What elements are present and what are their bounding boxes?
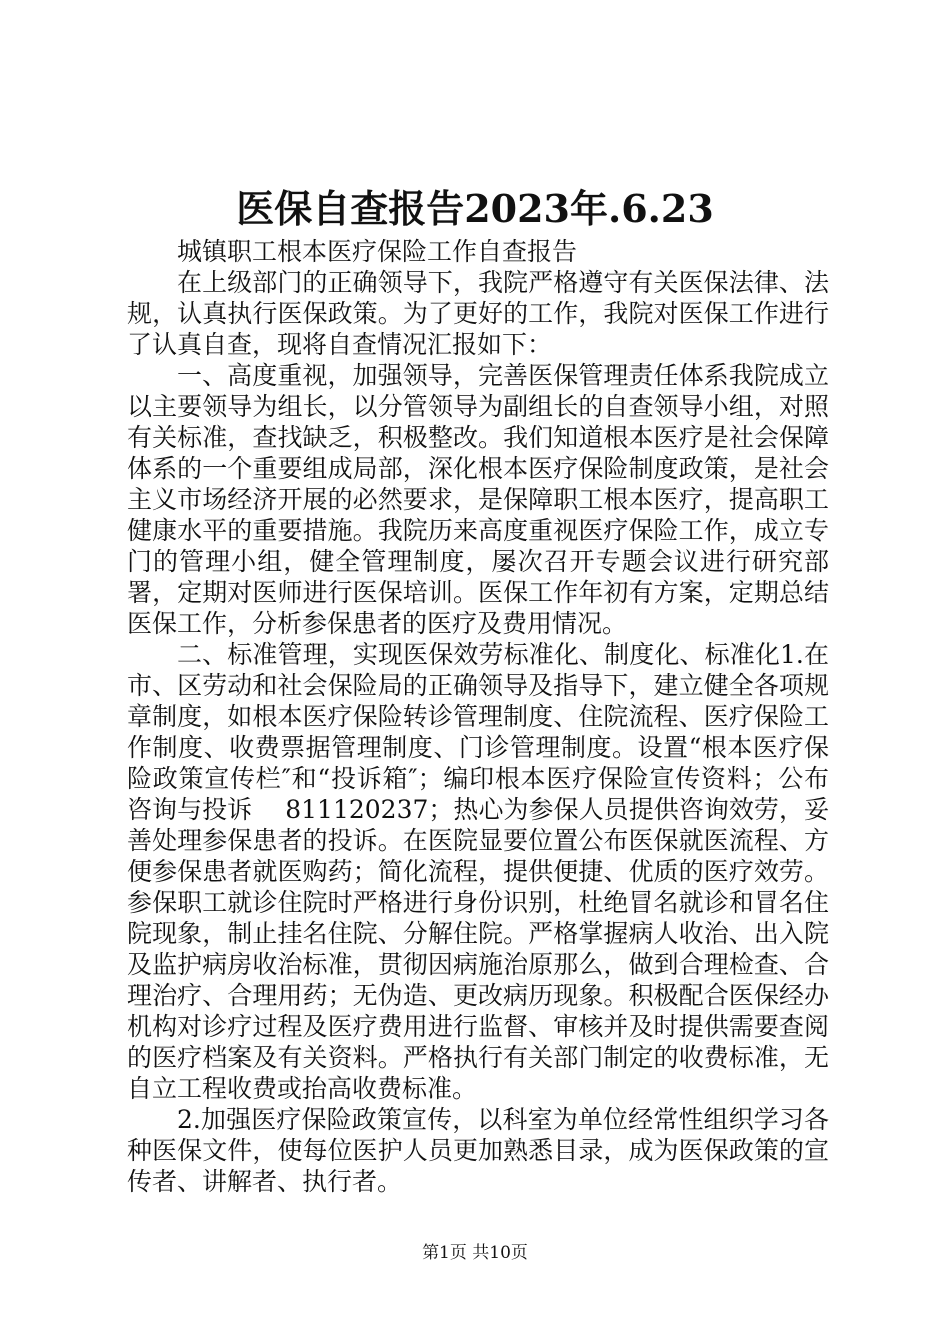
paragraph-section-1: 一、高度重视，加强领导，完善医保管理责任体系我院成立以主要领导为组长，以分管领导为副组长的自查领导小组，对照有关标准，查找缺乏，积极整改。我们知道根本医疗是社会保障体系的一个重要组成局部，深化根本医疗保险制度政策，是社会主义市场经济开展的必然要求，是保障职工根本医疗，提高职工健康水平的重要措施。我院历来高度重视医疗保险工作，成立专门的管理小组，健全管理制度，屡次召开专题会议进行研究部署，定期对医师进行医保培训。医保工作年初有方案，定期总结医保工作，分析参保患者的医疗及费用情况。 (127, 361, 829, 638)
document-title: 医保自查报告2023年.6.23 (236, 186, 714, 231)
document-body (127, 236, 829, 1197)
paragraph-intro: 在上级部门的正确领导下，我院严格遵守有关医保法律、法规，认真执行医保政策。为了更好的工作，我院对医保工作进行了认真自查，现将自查情况汇报如下： (127, 268, 829, 359)
paragraph-section-2: 二、标准管理，实现医保效劳标准化、制度化、标准化1.在市、区劳动和社会保险局的正确领导及指导下，建立健全各项规章制度，如根本医疗保险转诊管理制度、住院流程、医疗保险工作制度、收费票据管理制度、门诊管理制度。设置“根本医疗保险政策宣传栏″和“投诉箱″；编印根本医疗保险宣传资料；公布咨询与投诉 811120237；热心为参保人员提供咨询效劳，妥善处理参保患者的投诉。在医院显要位置公布医保就医流程、方便参保患者就医购药；简化流程，提供便捷、优质的医疗效劳。参保职工就诊住院时严格进行身份识别，杜绝冒名就诊和冒名住院现象，制止挂名住院、分解住院。严格掌握病人收治、出入院及监护病房收治标准，贯彻因病施治原那么，做到合理检查、合理治疗、合理用药；无伪造、更改病历现象。积极配合医保经办机构对诊疗过程及医疗费用进行监督、审核并及时提供需要查阅的医疗档案及有关资料。严格执行有关部门制定的收费标准，无自立工程收费或抬高收费标准。 (127, 640, 829, 1103)
paragraph-subtitle: 城镇职工根本医疗保险工作自查报告 (177, 237, 578, 266)
page-number: 第1页 共10页 (422, 1243, 528, 1263)
paragraph-section-2-item-2: 2.加强医疗保险政策宣传，以科室为单位经常性组织学习各种医保文件，使每位医护人员更加熟悉目录，成为医保政策的宣传者、讲解者、执行者。 (127, 1105, 829, 1196)
